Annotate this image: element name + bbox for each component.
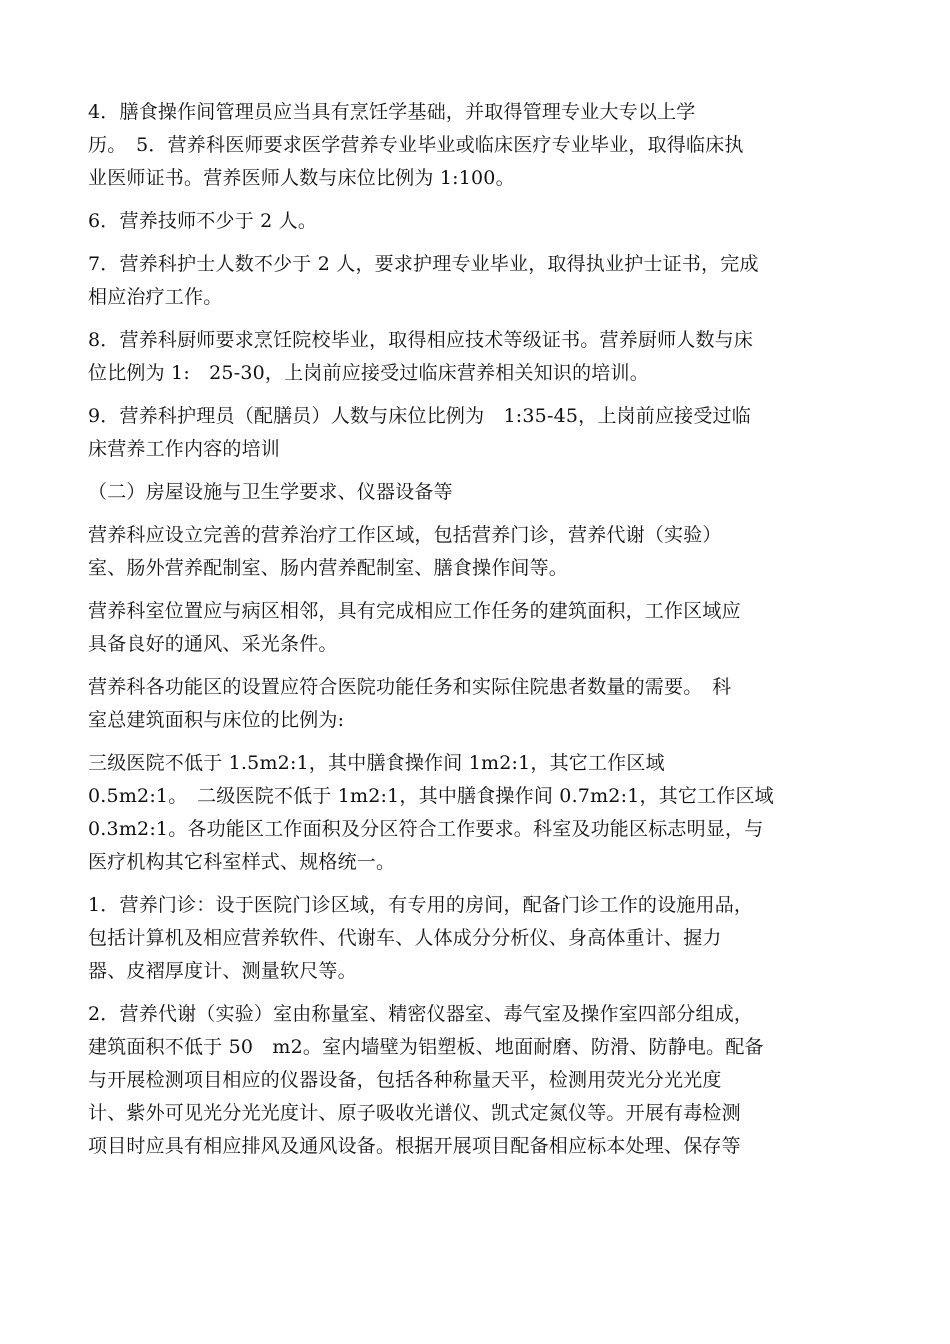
text-line: 室总建筑面积与床位的比例为: bbox=[88, 709, 345, 731]
text-line: 室、肠外营养配制室、肠内营养配制室、膳食操作间等。 bbox=[88, 557, 569, 579]
text-line: 业医师证书。营养医师人数与床位比例为 1:100。 bbox=[88, 167, 515, 189]
paragraph bbox=[88, 400, 868, 466]
text-line: 器、皮褶厚度计、测量软尺等。 bbox=[88, 960, 357, 982]
text-line: 6．营养技师不少于 2 人。 bbox=[88, 210, 318, 232]
text-line: 营养科应设立完善的营养治疗工作区域，包括营养门诊，营养代谢（实验） bbox=[88, 524, 722, 546]
text-line: 三级医院不低于 1.5m2:1，其中膳食操作间 1m2:1，其它工作区域 bbox=[88, 752, 665, 774]
text-line: 医疗机构其它科室样式、规格统一。 bbox=[88, 851, 396, 873]
text-line: 0.5m2:1。 二级医院不低于 1m2:1，其中膳食操作间 0.7m2:1，其它工作区域 bbox=[88, 785, 774, 807]
text-line: 包括计算机及相应营养软件、代谢车、人体成分分析仪、身高体重计、握力 bbox=[88, 927, 722, 949]
text-line: 计、紫外可见光分光光度计、原子吸收光谱仪、凯式定氮仪等。开展有毒检测 bbox=[88, 1102, 741, 1124]
text-line: 2．营养代谢（实验）室由称量室、精密仪器室、毒气室及操作室四部分组成， bbox=[88, 1003, 754, 1025]
text-line: 历。 5．营养科医师要求医学营养专业毕业或临床医疗专业毕业，取得临床执 bbox=[88, 134, 744, 156]
text-line: 建筑面积不低于 50 m2。室内墙壁为铝塑板、地面耐磨、防滑、防静电。配备 bbox=[88, 1036, 764, 1058]
text-line: 7．营养科护士人数不少于 2 人，要求护理专业毕业，取得执业护士证书，完成 bbox=[88, 253, 759, 275]
text-line: 4．膳食操作间管理员应当具有烹饪学基础，并取得管理专业大专以上学 bbox=[88, 101, 696, 123]
paragraph bbox=[88, 96, 868, 195]
paragraph bbox=[88, 889, 868, 988]
text-line: 1．营养门诊：设于医院门诊区域，有专用的房间，配备门诊工作的设施用品， bbox=[88, 894, 754, 916]
text-line: （二）房屋设施与卫生学要求、仪器设备等 bbox=[88, 481, 453, 503]
paragraph bbox=[88, 205, 868, 238]
text-line: 8．营养科厨师要求烹饪院校毕业，取得相应技术等级证书。营养厨师人数与床 bbox=[88, 329, 754, 351]
paragraph bbox=[88, 324, 868, 390]
paragraph bbox=[88, 998, 868, 1163]
paragraph bbox=[88, 248, 868, 314]
paragraph bbox=[88, 476, 868, 509]
paragraph bbox=[88, 519, 868, 585]
document-page bbox=[88, 96, 868, 1173]
text-line: 营养科室位置应与病区相邻，具有完成相应工作任务的建筑面积，工作区域应 bbox=[88, 600, 741, 622]
text-line: 床营养工作内容的培训 bbox=[88, 438, 281, 460]
text-line: 具备良好的通风、采光条件。 bbox=[88, 633, 338, 655]
text-line: 与开展检测项目相应的仪器设备，包括各种称量天平，检测用荧光分光光度 bbox=[88, 1069, 722, 1091]
text-line: 9．营养科护理员（配膳员）人数与床位比例为 1:35-45，上岗前应接受过临 bbox=[88, 405, 751, 427]
text-line: 相应治疗工作。 bbox=[88, 286, 223, 308]
paragraph bbox=[88, 671, 868, 737]
text-line: 位比例为 1: 25-30，上岗前应接受过临床营养相关知识的培训。 bbox=[88, 362, 649, 384]
text-line: 0.3m2:1。各功能区工作面积及分区符合工作要求。科室及功能区标志明显，与 bbox=[88, 818, 764, 840]
text-line: 项目时应具有相应排风及通风设备。根据开展项目配备相应标本处理、保存等 bbox=[88, 1135, 741, 1157]
paragraph bbox=[88, 595, 868, 661]
paragraph bbox=[88, 747, 868, 879]
text-line: 营养科各功能区的设置应符合医院功能任务和实际住院患者数量的需要。 科 bbox=[88, 676, 732, 698]
